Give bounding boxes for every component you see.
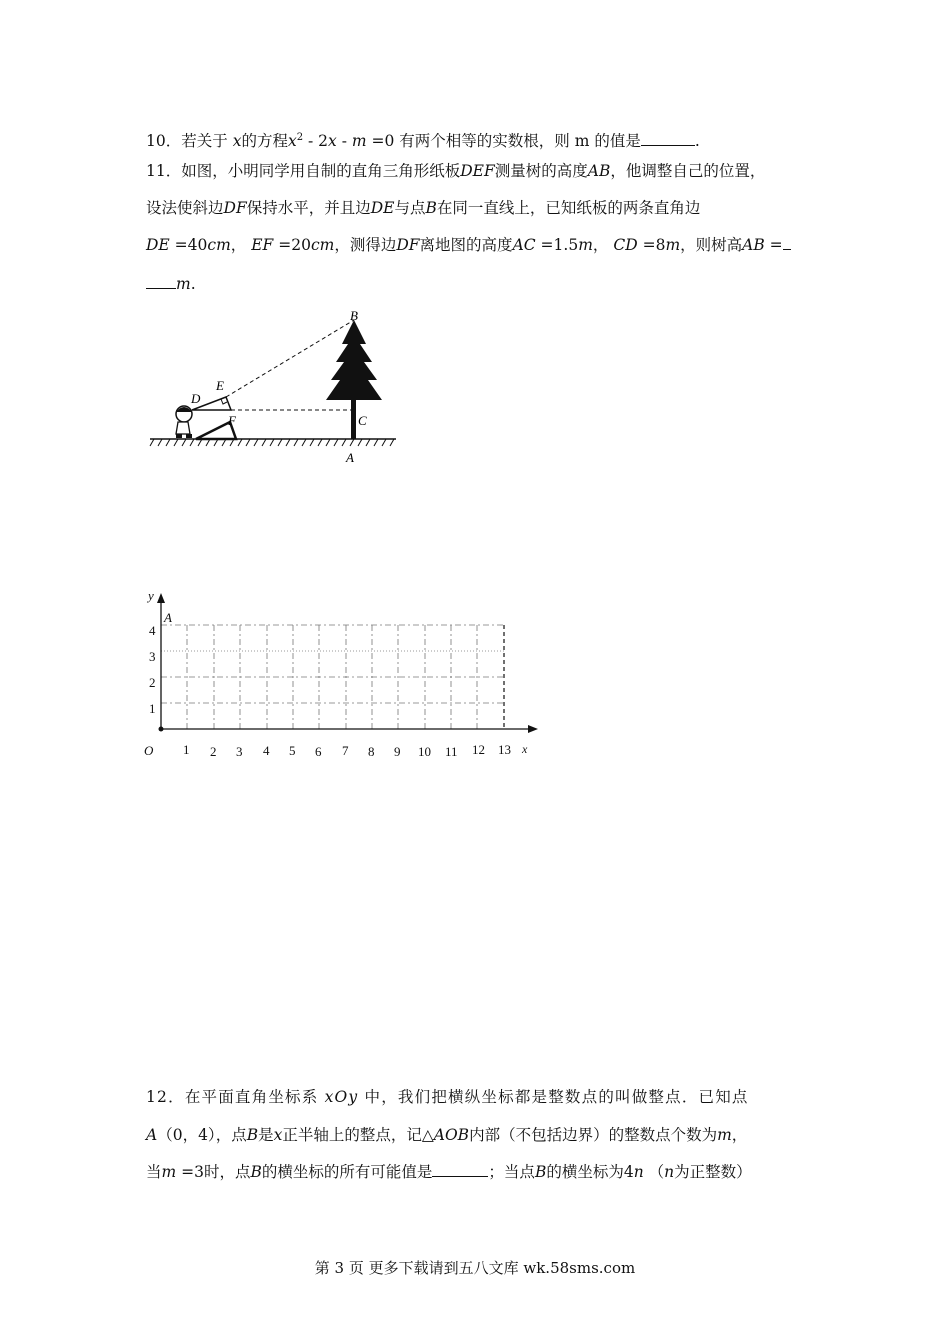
q11-answer-blank	[783, 235, 791, 250]
x-tick-label: 4	[263, 743, 270, 758]
q11-de-value: =40	[169, 236, 208, 254]
q12-text: ，	[731, 1126, 748, 1144]
q11-text: ，则树高	[680, 236, 743, 254]
q10-var-x: x	[232, 132, 242, 151]
x-tick-label: 9	[394, 744, 401, 759]
x-axis-arrow-icon	[528, 725, 538, 733]
question-11-line-4	[146, 274, 196, 294]
x-tick-label: 10	[418, 744, 431, 759]
y-tick-label: 2	[149, 675, 156, 690]
label-F: F	[228, 413, 236, 428]
q12-var-m: m	[161, 1163, 177, 1181]
coordinate-grid-figure	[130, 585, 550, 770]
tree-icon	[326, 320, 382, 439]
q11-var-DEF: DEF	[460, 162, 495, 180]
q12-text: 在平面直角坐标系	[184, 1088, 319, 1106]
question-12-line-3	[146, 1162, 752, 1182]
q10-eq-b: - 2	[303, 132, 329, 151]
y-tick-label: 3	[149, 649, 156, 664]
right-angle-mark	[221, 399, 227, 404]
q12-text: 内部（不包括边界）的整数点个数为	[469, 1126, 718, 1144]
q12-m-eq: =3	[176, 1163, 204, 1181]
y-axis-arrow-icon	[157, 593, 165, 603]
q11-cd-value: =8	[637, 236, 666, 254]
q10-eq-e: m	[351, 132, 367, 151]
x-tick-label: 13	[498, 742, 511, 757]
x-axis-label: x	[522, 742, 528, 756]
q12-text: 正半轴上的整点，记△	[282, 1126, 434, 1144]
q11-var-DF: DF	[396, 236, 420, 254]
q12-var-n: n	[633, 1163, 644, 1181]
q11-text: 在同一直线上，已知纸板的两条直角边	[436, 199, 701, 217]
q12-text: 为正整数）	[674, 1163, 752, 1181]
q12-text: 是	[258, 1126, 274, 1144]
q11-var-DF: DF	[223, 199, 247, 217]
q10-text-mid: 的方程	[241, 132, 288, 151]
q12-text: 时，点	[204, 1163, 251, 1181]
q11-ef-value: =20	[273, 236, 311, 254]
q10-eq-f: =0	[366, 132, 395, 151]
q12-coord: （0，4）	[157, 1126, 216, 1144]
question-12-line-2	[146, 1125, 747, 1145]
q11-text: 测量树的高度	[494, 162, 588, 180]
y-tick-label: 1	[149, 701, 156, 716]
q12-var-AOB: AOB	[433, 1126, 470, 1144]
label-B: B	[350, 308, 358, 323]
x-tick-label: 5	[289, 743, 296, 758]
q11-ef-label: EF	[251, 236, 274, 254]
q12-var-B: B	[246, 1126, 259, 1144]
q12-var-A: A	[146, 1126, 158, 1144]
q11-text: 与点	[394, 199, 426, 217]
q10-eq-d: -	[336, 132, 352, 151]
q12-number: 12．	[146, 1088, 185, 1106]
q11-unit-cm: cm	[310, 236, 335, 254]
q11-end: .	[190, 275, 196, 293]
x-tick-label: 3	[236, 744, 243, 759]
q12-var-B: B	[534, 1163, 547, 1181]
q11-text: 设法使斜边	[146, 199, 224, 217]
x-tick-label: 8	[368, 744, 375, 759]
sight-line-EB	[226, 320, 354, 397]
q12-text: 的横坐标为	[546, 1163, 624, 1181]
q11-cd-label: CD	[613, 236, 638, 254]
y-axis-label: y	[148, 588, 154, 603]
q11-var-AB: AB	[587, 162, 611, 180]
q11-ab-label: AB	[742, 236, 765, 254]
q11-unit-m: m	[578, 236, 593, 254]
label-A: A	[346, 450, 354, 465]
x-tick-label: 7	[342, 743, 349, 758]
q10-number: 10．	[146, 132, 182, 151]
grid-lines	[161, 625, 504, 729]
q11-text: ，他调整自己的位置，	[610, 162, 766, 180]
q12-var-m: m	[717, 1126, 732, 1144]
label-E: E	[216, 378, 224, 393]
q11-comma: ，	[230, 236, 247, 254]
origin-point	[159, 727, 164, 732]
question-11-line-3	[146, 235, 791, 255]
x-tick-label: 1	[183, 742, 190, 757]
q12-four: 4	[623, 1163, 634, 1181]
q12-text: 当	[146, 1163, 162, 1181]
q10-eq-exp: 2	[296, 132, 304, 143]
tree-measurement-figure	[146, 300, 401, 470]
q11-de-label: DE	[146, 236, 170, 254]
q11-unit-m: m	[665, 236, 681, 254]
q11-text: 如图，小明同学用自制的直角三角形纸板	[181, 162, 461, 180]
q11-number: 11．	[146, 162, 182, 180]
q11-answer-blank-cont	[146, 274, 176, 289]
q11-text: 保持水平，并且边	[246, 199, 371, 217]
label-C: C	[358, 413, 367, 428]
q12-text: （	[648, 1163, 665, 1181]
q10-text-before: 若关于	[181, 132, 228, 151]
ground-hatching	[150, 439, 394, 446]
q11-ac-value: =1.5	[535, 236, 579, 254]
q11-ac-label: AC	[512, 236, 536, 254]
q12-var-B: B	[250, 1163, 262, 1181]
q12-text: ，点	[215, 1126, 247, 1144]
q11-unit-cm: cm	[207, 236, 231, 254]
label-D: D	[191, 391, 201, 406]
q12-text: 中，我们把横纵坐标都是整数点的叫做整点．已知点	[364, 1088, 749, 1106]
q12-var-n: n	[664, 1163, 675, 1181]
q11-unit-m: m	[176, 275, 191, 293]
question-10	[146, 128, 700, 151]
page-footer: 第 3 页 更多下载请到五八文库 wk.58sms.com	[314, 1259, 636, 1277]
question-11-line-1	[146, 161, 765, 181]
origin-label: O	[144, 743, 154, 758]
q12-text: ；当点	[488, 1163, 535, 1181]
y-tick-label: 4	[149, 623, 156, 638]
q11-var-DE: DE	[370, 199, 395, 217]
x-tick-label: 11	[445, 744, 458, 759]
q10-text-after: 有两个相等的实数根，则 m 的值是	[399, 132, 641, 151]
q10-eq-a: x	[287, 132, 297, 151]
q12-var-x: x	[273, 1126, 283, 1144]
q12-answer-blank	[432, 1162, 488, 1177]
q10-answer-blank	[641, 131, 695, 146]
q11-comma: ，	[592, 236, 609, 254]
q12-var-xOy: xOy	[324, 1088, 359, 1106]
q11-text: ，测得边	[334, 236, 397, 254]
q12-text: 的横坐标的所有可能值是	[261, 1163, 433, 1181]
q11-ab-eq: =	[764, 236, 783, 254]
question-11-line-2	[146, 198, 700, 218]
point-A-label: A	[164, 610, 172, 625]
q10-text-end: .	[694, 132, 700, 151]
child-figure-icon	[176, 406, 192, 438]
x-tick-label: 6	[315, 744, 322, 759]
q11-var-B: B	[425, 199, 437, 217]
x-tick-label: 2	[210, 744, 217, 759]
question-12-line-1	[146, 1087, 749, 1107]
x-tick-label: 12	[472, 742, 485, 757]
q10-eq-c: x	[328, 132, 337, 151]
q11-text: 离地图的高度	[419, 236, 513, 254]
